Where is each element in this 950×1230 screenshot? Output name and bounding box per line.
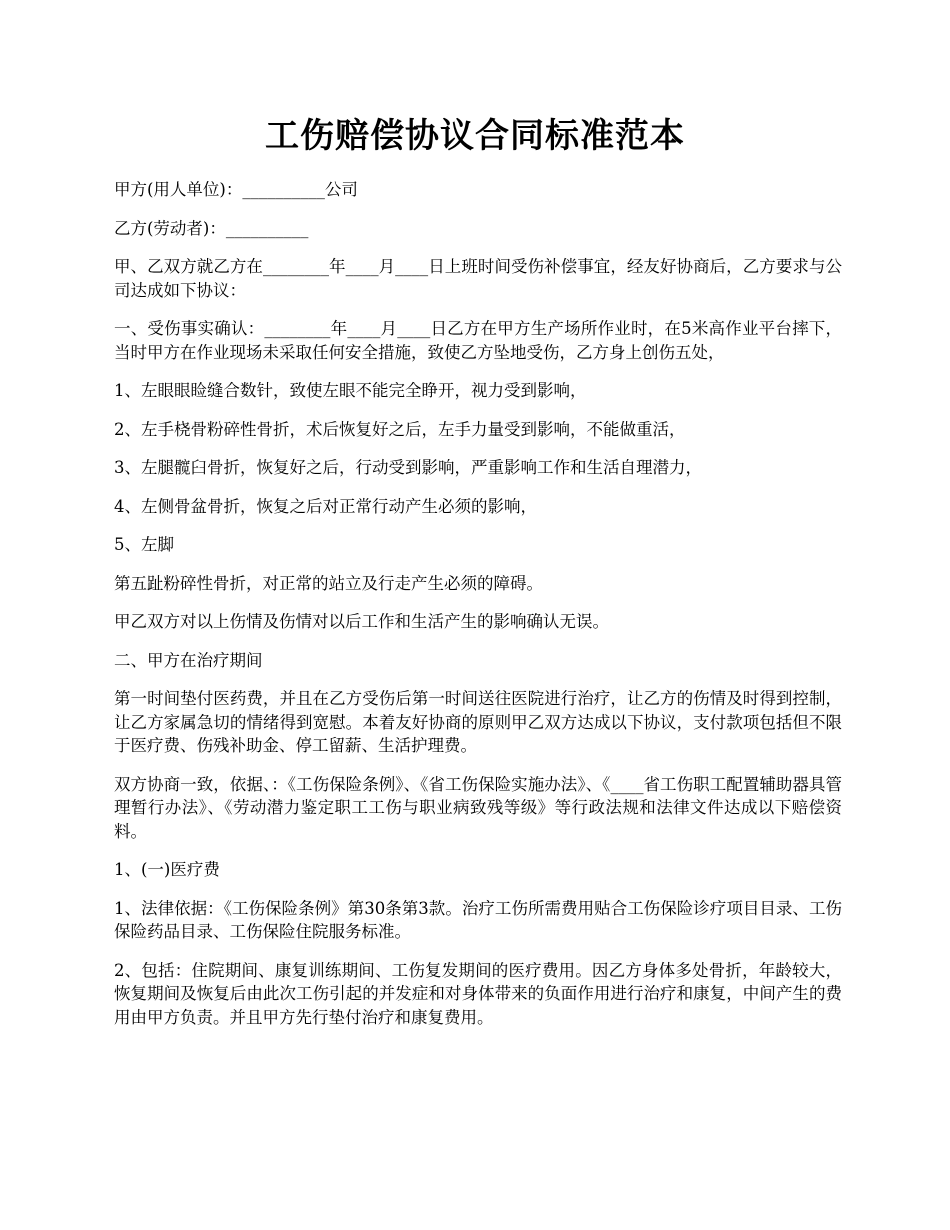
injury-item-2: 2、左手桡骨粉碎性骨折，术后恢复好之后，左手力量受到影响，不能做重活， xyxy=(114,419,686,439)
section-2-heading: 二、甲方在治疗期间 xyxy=(114,650,263,670)
injury-item-1: 1、左眼眼睑缝合数针，致使左眼不能完全睁开，视力受到影响， xyxy=(114,381,587,400)
preamble-paragraph: 甲、乙双方就乙方在________年____月____日上班时间受伤补偿事宜，经友好协商后，乙方要求与公司达成如下协议： xyxy=(114,257,842,300)
section-1-injury-facts: 一、受伤事实确认：________年____月____日乙方在甲方生产场所作业时，在5米高作业平台摔下，当时甲方在作业现场未采取任何安全措施，致使乙方坠地受伤，乙方身上创伤五处， xyxy=(114,319,842,362)
injury-item-5-detail: 第五趾粉碎性骨折，对正常的站立及行走产生必须的障碍。 xyxy=(114,573,543,593)
legal-basis-paragraph: 双方协商一致，依据、：《工伤保险条例》、《省工伤保险实施办法》、《____省工伤职工配置辅助器具管理暂行办法》、《劳动潜力鉴定职工工伤与职业病致残等级》等行政法规和法律文件达成以下赔偿资料。 xyxy=(114,774,842,841)
section-2-paragraph: 第一时间垫付医药费，并且在乙方受伤后第一时间送往医院进行治疗，让乙方的伤情及时得到控制，让乙方家属急切的情绪得到宽慰。本着友好协商的原则甲乙双方达成以下协议，支付款项包括但不限于医疗费、伤残补助金、停工留薪、生活护理费。 xyxy=(114,689,842,755)
injury-item-4: 4、左侧骨盆骨折，恢复之后对正常行动产生必须的影响， xyxy=(114,496,537,516)
medical-fee-item-1: 1、法律依据：《工伤保险条例》第30条第3款。治疗工伤所需费用贴合工伤保险诊疗项目目录、工伤保险药品目录、工伤保险住院服务标准。 xyxy=(114,898,842,941)
injury-item-5: 5、左脚 xyxy=(114,535,174,554)
medical-fee-heading: 1、(一)医疗费 xyxy=(114,860,220,879)
confirmation-paragraph: 甲乙双方对以上伤情及伤情对以后工作和生活产生的影响确认无误。 xyxy=(114,612,609,631)
injury-item-3: 3、左腿髋臼骨折，恢复好之后，行动受到影响，严重影响工作和生活自理潜力， xyxy=(114,458,702,477)
document-title: 工伤赔偿协议合同标准范本 xyxy=(265,116,685,156)
party-a-line: 甲方(用人单位)：__________公司 xyxy=(114,180,358,199)
medical-fee-item-2: 2、包括：住院期间、康复训练期间、工伤复发期间的医疗费用。因乙方身体多处骨折，年龄较大，恢复期间及恢复后由此次工伤引起的并发症和对身体带来的负面作用进行治疗和康复，中间产生的费用由甲方负责。并且甲方先行垫付治疗和康复费用。 xyxy=(114,960,842,1027)
party-b-line: 乙方(劳动者)：__________ xyxy=(114,218,309,238)
document-body xyxy=(114,178,842,1044)
